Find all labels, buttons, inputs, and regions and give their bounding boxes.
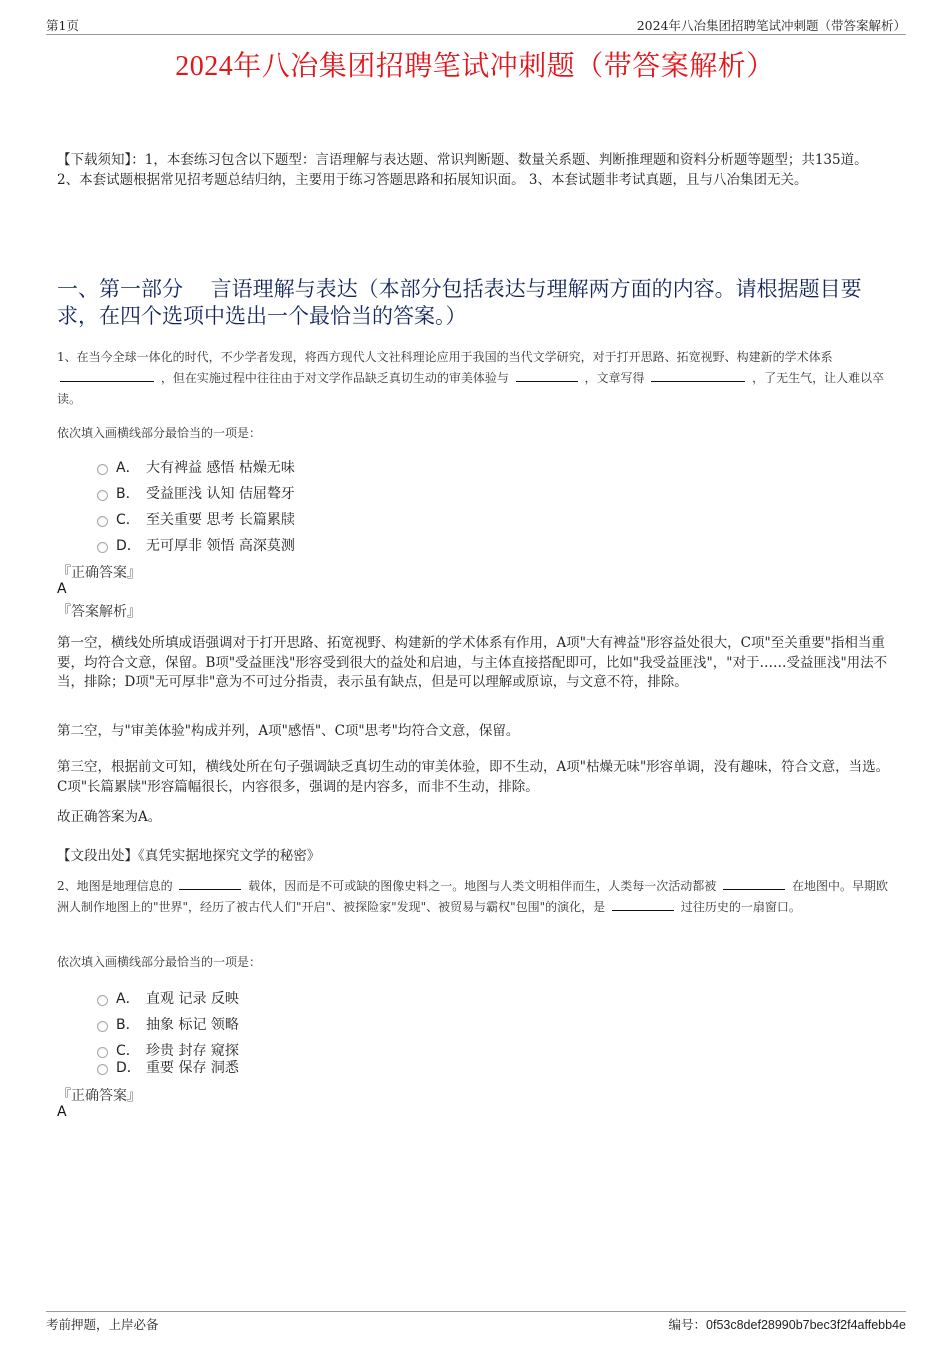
download-notice: 【下载须知】：1，本套练习包含以下题型：言语理解与表达题、常识判断题、数量关系题、判断推理题和资料分析题等题型；共135道。 2、本套试题根据常见招考题总结归纳，主要用于练习答题思路和拓展知识面。 3、本套试题非考试真题，且与八冶集团无关。 — [57, 152, 868, 188]
correct-answer-label: 『正确答案』 — [57, 565, 141, 581]
question-2-option-c[interactable]: C． 珍贵 封存 窥探 — [97, 1040, 239, 1060]
question-2-stem: 2、地图是地理信息的 载体，因而是不可或缺的图像史料之一。地图与人类文明相伴而生，人类每一次活动都被 在地图中。早期欧洲人制作地图上的"世界"，经历了被古代人们"开启"、被探险家"发现"、被贸易与霸权"包围"的演化，是 过往历史的一扇窗口。 — [57, 879, 888, 914]
passage-source: 【文段出处】《真凭实据地探究文学的秘密》 — [57, 848, 321, 864]
page-header — [46, 14, 906, 35]
analysis-paragraph: 第二空，与"审美体验"构成并列，A项"感悟"、C项"思考"均符合文意，保留。 — [57, 723, 520, 739]
radio-icon[interactable] — [97, 516, 108, 527]
page-number: 第1页 — [46, 18, 79, 33]
blank-2 — [516, 369, 578, 382]
document-title: 2024年八冶集团招聘笔试冲刺题（带答案解析） — [175, 51, 775, 82]
radio-icon[interactable] — [97, 490, 108, 501]
radio-icon[interactable] — [97, 995, 108, 1006]
header-doc-title: 2024年八冶集团招聘笔试冲刺题（带答案解析） — [636, 18, 906, 33]
blank-3 — [651, 369, 745, 382]
blank-3 — [612, 898, 674, 911]
radio-icon[interactable] — [97, 464, 108, 475]
radio-icon[interactable] — [97, 542, 108, 553]
question-1-option-b[interactable]: B． 受益匪浅 认知 佶屈聱牙 — [97, 483, 295, 503]
radio-icon[interactable] — [97, 1064, 108, 1075]
question-1-prompt: 依次填入画横线部分最恰当的一项是： — [57, 426, 262, 440]
correct-answer-value: A — [57, 1104, 67, 1120]
analysis-label: 『答案解析』 — [57, 604, 141, 620]
analysis-conclusion: 故正确答案为A。 — [57, 809, 162, 825]
section-heading: 一、第一部分 言语理解与表达（本部分包括表达与理解两方面的内容。请根据题目要求，在四个选项中选出一个最恰当的答案。） — [57, 277, 862, 328]
page-footer — [46, 1311, 906, 1336]
question-1-stem: 1、在当今全球一体化的时代，不少学者发现，将西方现代人文社科理论应用于我国的当代文学研究，对于打开思路、拓宽视野、构建新的学术体系 ，但在实施过程中往往由于对文学作品缺乏真切生动的审美体验与 ，文章写得 ，了无生气，让人难以卒读。 — [57, 350, 885, 406]
analysis-paragraph: 第一空，横线处所填成语强调对于打开思路、拓宽视野、构建新的学术体系有作用，A项"大有裨益"形容益处很大，C项"至关重要"指相当重要，均符合文意，保留。B项"受益匪浅"形容受到很大的益处和启迪，与主体直接搭配即可，比如"我受益匪浅"，"对于……受益匪浅"用法不当，排除；D项"无可厚非"意为不可过分指责，表示虽有缺点，但是可以理解或原谅，与文意不符，排除。 — [57, 635, 888, 690]
radio-icon[interactable] — [97, 1047, 108, 1058]
blank-1 — [179, 877, 241, 890]
radio-icon[interactable] — [97, 1021, 108, 1032]
blank-2 — [723, 877, 785, 890]
correct-answer-label: 『正确答案』 — [57, 1088, 141, 1104]
question-1-option-a[interactable]: A． 大有裨益 感悟 枯燥无味 — [97, 457, 295, 477]
blank-1 — [60, 369, 154, 382]
correct-answer-value: A — [57, 581, 67, 597]
question-2-prompt: 依次填入画横线部分最恰当的一项是： — [57, 955, 262, 969]
analysis-paragraph: 第三空，根据前文可知，横线处所在句子强调缺乏真切生动的审美体验，即不生动，A项"枯燥无味"形容单调，没有趣味，符合文意，当选。C项"长篇累牍"形容篇幅很长，内容很多，强调的是内容多，而非不生动，排除。 — [57, 759, 890, 795]
question-2-option-d[interactable]: D． 重要 保存 洞悉 — [97, 1057, 239, 1077]
question-2-option-a[interactable]: A． 直观 记录 反映 — [97, 988, 239, 1008]
footer-slogan: 考前押题，上岸必备 — [46, 1317, 159, 1332]
question-2-option-b[interactable]: B． 抽象 标记 领略 — [97, 1014, 239, 1034]
footer-serial: 编号：0f53c8def28990b7bec3f2f4affebb4e — [668, 1318, 906, 1332]
question-1-option-d[interactable]: D． 无可厚非 领悟 高深莫测 — [97, 535, 295, 555]
question-1-option-c[interactable]: C． 至关重要 思考 长篇累牍 — [97, 509, 295, 529]
